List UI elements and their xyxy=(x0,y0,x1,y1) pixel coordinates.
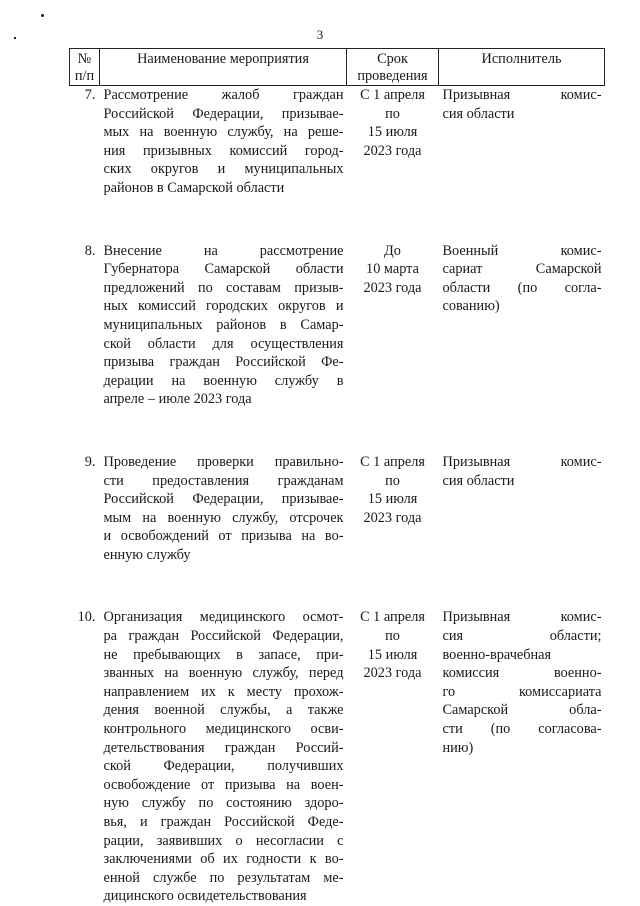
header-num: № п/п xyxy=(70,49,100,86)
event-term-line: по xyxy=(385,628,400,645)
event-name-line: ра граждан Российской Федерации, xyxy=(103,628,344,645)
event-term-line: 2023 года xyxy=(363,509,422,526)
row-spacer-cell xyxy=(70,409,605,453)
header-executor: Исполнитель xyxy=(439,49,605,86)
row-number: 10. xyxy=(77,609,96,626)
event-name-line: Организация медицинского осмот- xyxy=(103,609,344,626)
table-row xyxy=(70,242,605,409)
event-name-line: ния призывных комиссий город- xyxy=(103,142,344,159)
event-name-line: рации, заявивших о несогласии с xyxy=(103,832,344,849)
header-name: Наименование мероприятия xyxy=(100,49,347,86)
event-name-line: ную службу по состоянию здоро- xyxy=(103,795,344,812)
events-table xyxy=(69,48,605,906)
event-executor-line: Военный комис- xyxy=(442,242,602,259)
event-executor-line: го комиссариата xyxy=(442,683,602,700)
event-name-line: дения военной службы, а также xyxy=(103,702,344,719)
event-name-line: заключениями об их годности к во- xyxy=(103,851,344,868)
event-name-line: Проведение проверки правильно- xyxy=(103,453,344,470)
event-executor-line: области (по согла- xyxy=(442,279,602,296)
row-number: 9. xyxy=(84,453,96,470)
event-executor-line: комиссия военно- xyxy=(442,665,602,682)
event-name-line: апреле – июле 2023 года xyxy=(103,391,252,408)
table-row xyxy=(70,86,605,198)
event-executor-line: военно-врачебная xyxy=(442,646,552,663)
event-name-line: районов в Самарской области xyxy=(103,179,285,196)
event-term xyxy=(347,86,439,198)
row-spacer xyxy=(70,198,605,242)
event-name-line: ских округов и муниципальных xyxy=(103,161,344,178)
event-name-line: и освобождений от призыва на во- xyxy=(103,528,344,545)
event-name xyxy=(100,453,347,565)
event-name-line: мых на военную службу, на реше- xyxy=(103,124,344,141)
event-term-line: 15 июля xyxy=(367,646,418,663)
event-term xyxy=(347,242,439,409)
event-term-line: 15 июля xyxy=(367,124,418,141)
row-number: 8. xyxy=(84,242,96,259)
event-executor-line: сия области; xyxy=(442,628,602,645)
event-executor xyxy=(439,453,605,565)
event-term-line: 10 марта xyxy=(366,261,419,278)
event-name-line: муниципальных районов в Самар- xyxy=(103,316,344,333)
event-name-line: Губернатора Самарской области xyxy=(103,261,344,278)
event-executor xyxy=(439,86,605,198)
row-spacer-cell xyxy=(70,564,605,608)
event-name-line: мым на военную службу, отсрочек xyxy=(103,509,344,526)
event-name xyxy=(100,608,347,906)
event-term-line: С 1 апреля xyxy=(360,609,425,626)
event-term xyxy=(347,453,439,565)
event-term-line: по xyxy=(385,105,400,122)
event-name-line: предложений по составам призыв- xyxy=(103,279,344,296)
header-term: Срок проведения xyxy=(347,49,439,86)
event-name-line: енной службе по результатам ме- xyxy=(103,869,344,886)
scan-mark xyxy=(41,14,44,17)
event-name-line: не пребывающих в запасе, при- xyxy=(103,646,344,663)
event-executor-line: нию) xyxy=(442,739,474,756)
row-spacer-cell xyxy=(70,198,605,242)
event-name xyxy=(100,86,347,198)
event-name-line: Рассмотрение жалоб граждан xyxy=(103,87,344,103)
event-term-line: 2023 года xyxy=(363,665,422,682)
event-executor-line: сти (по согласова- xyxy=(442,721,602,738)
event-name-line: Внесение на рассмотрение xyxy=(103,242,344,259)
event-name-line: сти предоставления гражданам xyxy=(103,472,344,489)
event-name-line: дерации на военную службу в xyxy=(103,372,344,389)
table-row xyxy=(70,608,605,906)
event-executor xyxy=(439,608,605,906)
table-row xyxy=(70,453,605,565)
event-term-line: С 1 апреля xyxy=(360,453,425,470)
event-executor-line: Самарской обла- xyxy=(442,702,602,719)
event-name-line: призыва граждан Российской Фе- xyxy=(103,354,344,371)
event-name-line: вья, и граждан Российской Феде- xyxy=(103,814,344,830)
event-executor-line: сованию) xyxy=(442,298,500,315)
event-name-line: ных комиссий городских округов и xyxy=(103,298,344,315)
row-spacer xyxy=(70,409,605,453)
table-header-row xyxy=(70,49,605,86)
event-term xyxy=(347,608,439,906)
event-name-line: Российской Федерации, призывае- xyxy=(103,491,344,508)
event-executor-line: Призывная комис- xyxy=(442,453,602,470)
event-executor-line: сариат Самарской xyxy=(442,261,602,278)
event-name-line: контрольного медицинского осви- xyxy=(103,721,344,738)
event-executor-line: Призывная комис- xyxy=(442,609,602,626)
event-name xyxy=(100,242,347,409)
event-name-line: ской Федерации, получивших xyxy=(103,758,344,775)
event-executor-line: сия области xyxy=(442,472,515,489)
event-executor xyxy=(439,242,605,409)
row-spacer xyxy=(70,564,605,608)
event-name-line: енную службу xyxy=(103,546,191,563)
row-number: 7. xyxy=(84,87,96,103)
event-name-line: ской области для осуществления xyxy=(103,335,344,352)
event-term-line: До xyxy=(384,242,401,259)
page-number: 3 xyxy=(316,27,324,42)
event-term-line: 2023 года xyxy=(363,279,422,296)
event-name-line: званных на военную службу, перед xyxy=(103,665,344,682)
event-name-line: детельствования граждан Россий- xyxy=(103,739,344,756)
event-term-line: С 1 апреля xyxy=(360,87,425,103)
event-term-line: 2023 года xyxy=(363,142,422,159)
event-name-line: направлением их к месту прохож- xyxy=(103,683,344,700)
event-term-line: по xyxy=(385,472,400,489)
event-name-line: дицинского освидетельствования xyxy=(103,888,307,905)
event-name-line: освобождение от призыва на воен- xyxy=(103,776,344,793)
event-executor-line: Призывная комис- xyxy=(442,87,602,103)
event-name-line: Российской Федерации, призывае- xyxy=(103,105,344,122)
event-executor-line: сия области xyxy=(442,105,515,122)
event-term-line: 15 июля xyxy=(367,491,418,508)
scan-mark xyxy=(14,37,16,39)
